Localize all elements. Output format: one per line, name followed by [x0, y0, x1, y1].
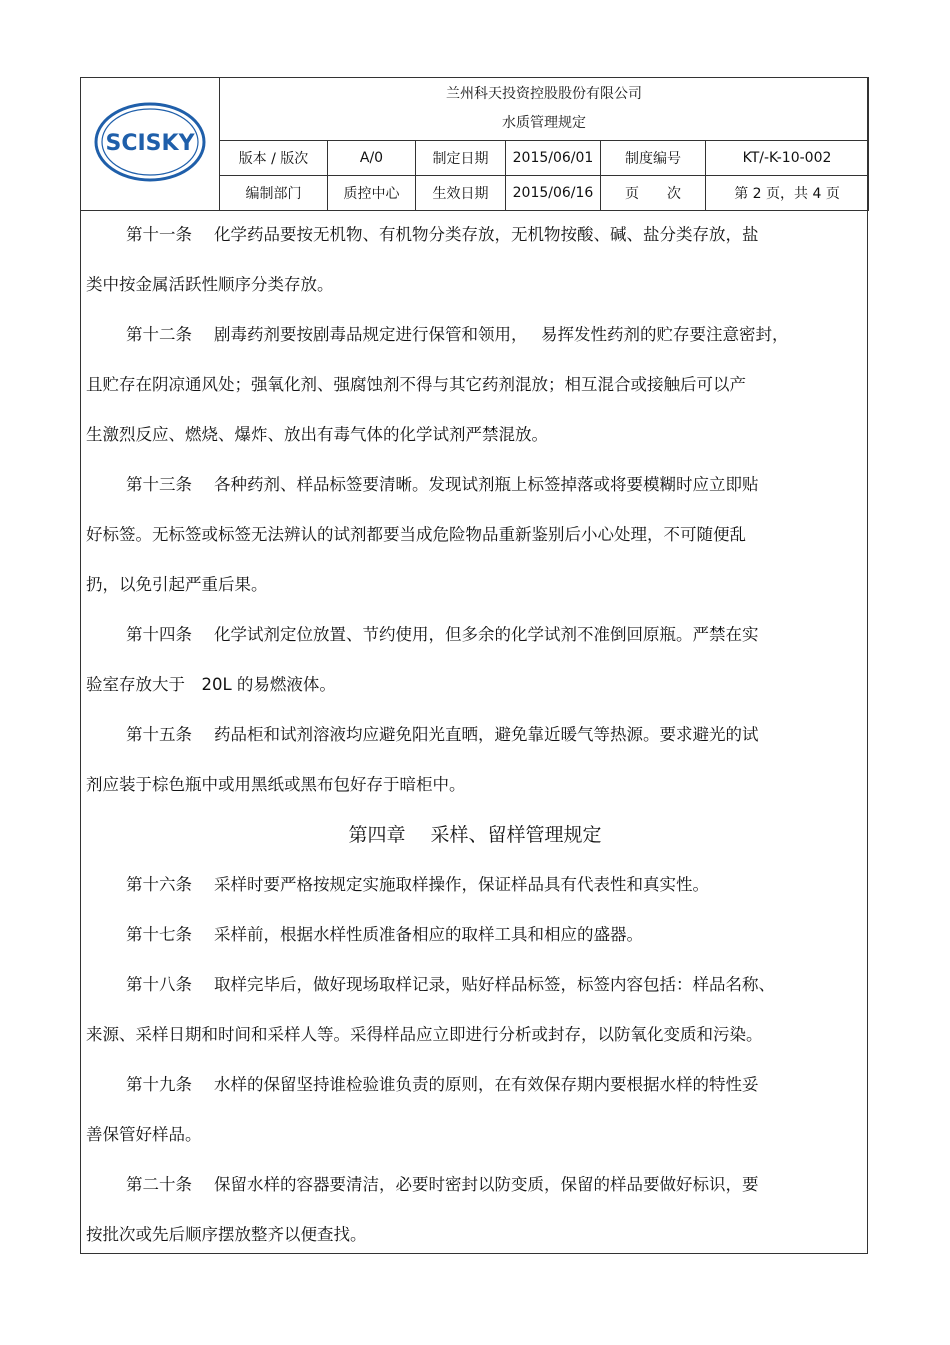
department-value: 质控中心 [328, 176, 416, 211]
article-paragraph [86, 960, 864, 1060]
paragraph-text: 采样时要严格按规定实施取样操作，保证样品具有代表性和真实性。 [214, 875, 709, 894]
version-label: 版本 / 版次 [220, 141, 328, 176]
document-title: 水质管理规定 [502, 115, 587, 131]
article-number: 第十六条 [126, 875, 192, 894]
effective-date-label: 生效日期 [416, 176, 506, 211]
paragraph-text: 生激烈反应、燃烧、爆炸、放出有毒气体的化学试剂严禁混放。 [86, 425, 548, 444]
article-number: 第十四条 [126, 625, 192, 644]
paragraph-text: 按批次或先后顺序摆放整齐以便查找。 [86, 1225, 367, 1244]
paragraph-line [86, 410, 864, 460]
article-number: 第十二条 [126, 325, 192, 344]
article-paragraph [86, 310, 864, 460]
paragraph-line [86, 210, 864, 260]
effective-date-value: 2015/06/16 [506, 176, 601, 211]
paragraph-text: 保留水样的容器要清洁，必要时密封以防变质，保留的样品要做好标识，要 [214, 1175, 759, 1194]
article-number: 第十一条 [126, 225, 192, 244]
created-date-value: 2015/06/01 [506, 141, 601, 176]
doc-number-value: KT/-K-10-002 [706, 141, 869, 176]
scisky-logo [94, 102, 206, 182]
paragraph-text: 来源、采样日期和时间和采样人等。采得样品应立即进行分析或封存，以防氧化变质和污染。 [86, 1025, 763, 1044]
article-paragraph [86, 460, 864, 610]
document-body [86, 210, 864, 1260]
paragraph-line [86, 260, 864, 310]
paragraph-line [86, 660, 864, 710]
paragraph-line [86, 1160, 864, 1210]
paragraph-text: 剧毒药剂要按剧毒品规定进行保管和领用， 易挥发性药剂的贮存要注意密封， [214, 325, 789, 344]
paragraph-text: 好标签。无标签或标签无法辨认的试剂都要当成危险物品重新鉴别后小心处理，不可随便乱 [86, 525, 746, 544]
article-paragraph [86, 1160, 864, 1260]
page-value: 第 2 页，共 4 页 [706, 176, 869, 211]
paragraph-line [86, 560, 864, 610]
paragraph-text: 水样的保留坚持谁检验谁负责的原则，在有效保存期内要根据水样的特性妥 [214, 1075, 759, 1094]
article-paragraph [86, 610, 864, 710]
article-paragraph [86, 710, 864, 810]
paragraph-line [86, 860, 864, 910]
article-number: 第十九条 [126, 1075, 192, 1094]
paragraph-text: 取样完毕后，做好现场取样记录，贴好样品标签，标签内容包括：样品名称、 [214, 975, 775, 994]
paragraph-line [86, 1210, 864, 1260]
version-value: A/0 [328, 141, 416, 176]
company-name: 兰州科天投资控股股份有限公司 [446, 86, 643, 102]
logo-cell [81, 78, 220, 211]
department-label: 编制部门 [220, 176, 328, 211]
paragraph-line [86, 1110, 864, 1160]
paragraph-text: 类中按金属活跃性顺序分类存放。 [86, 275, 334, 294]
created-date-label: 制定日期 [416, 141, 506, 176]
article-number: 第十八条 [126, 975, 192, 994]
page-label: 页 次 [601, 176, 706, 211]
paragraph-line [86, 960, 864, 1010]
article-number: 第十三条 [126, 475, 192, 494]
paragraph-text: 药品柜和试剂溶液均应避免阳光直晒，避免靠近暖气等热源。要求避光的试 [214, 725, 759, 744]
paragraph-text: 剂应装于棕色瓶中或用黑纸或黑布包好存于暗柜中。 [86, 775, 466, 794]
paragraph-text: 化学药品要按无机物、有机物分类存放，无机物按酸、碱、盐分类存放，盐 [214, 225, 759, 244]
paragraph-line [86, 1060, 864, 1110]
document-header-table [80, 77, 869, 211]
paragraph-text: 采样前，根据水样性质准备相应的取样工具和相应的盛器。 [214, 925, 643, 944]
paragraph-line [86, 610, 864, 660]
paragraph-text: 善保管好样品。 [86, 1125, 202, 1144]
article-number: 第二十条 [126, 1175, 192, 1194]
article-number: 第十七条 [126, 925, 192, 944]
article-paragraph [86, 210, 864, 310]
article-paragraph [86, 860, 864, 910]
article-number: 第十五条 [126, 725, 192, 744]
title-cell [220, 78, 869, 141]
paragraph-line [86, 460, 864, 510]
paragraph-text: 验室存放大于 20L 的易燃液体。 [86, 675, 336, 694]
paragraph-text: 化学试剂定位放置、节约使用，但多余的化学试剂不准倒回原瓶。严禁在实 [214, 625, 759, 644]
paragraph-line [86, 910, 864, 960]
paragraph-line [86, 310, 864, 360]
chapter-heading: 第四章 采样、留样管理规定 [348, 824, 602, 846]
paragraph-text: 扔，以免引起严重后果。 [86, 575, 268, 594]
paragraph-text: 各种药剂、样品标签要清晰。发现试剂瓶上标签掉落或将要模糊时应立即贴 [214, 475, 759, 494]
logo-text: SCISKY [105, 131, 195, 156]
paragraph-line [86, 510, 864, 560]
doc-number-label: 制度编号 [601, 141, 706, 176]
paragraph-line [86, 1010, 864, 1060]
paragraph-line [86, 760, 864, 810]
article-paragraph [86, 910, 864, 960]
paragraph-line [86, 360, 864, 410]
paragraph-line [86, 710, 864, 760]
paragraph-text: 且贮存在阴凉通风处；强氧化剂、强腐蚀剂不得与其它药剂混放；相互混合或接触后可以产 [86, 375, 746, 394]
article-paragraph [86, 1060, 864, 1160]
